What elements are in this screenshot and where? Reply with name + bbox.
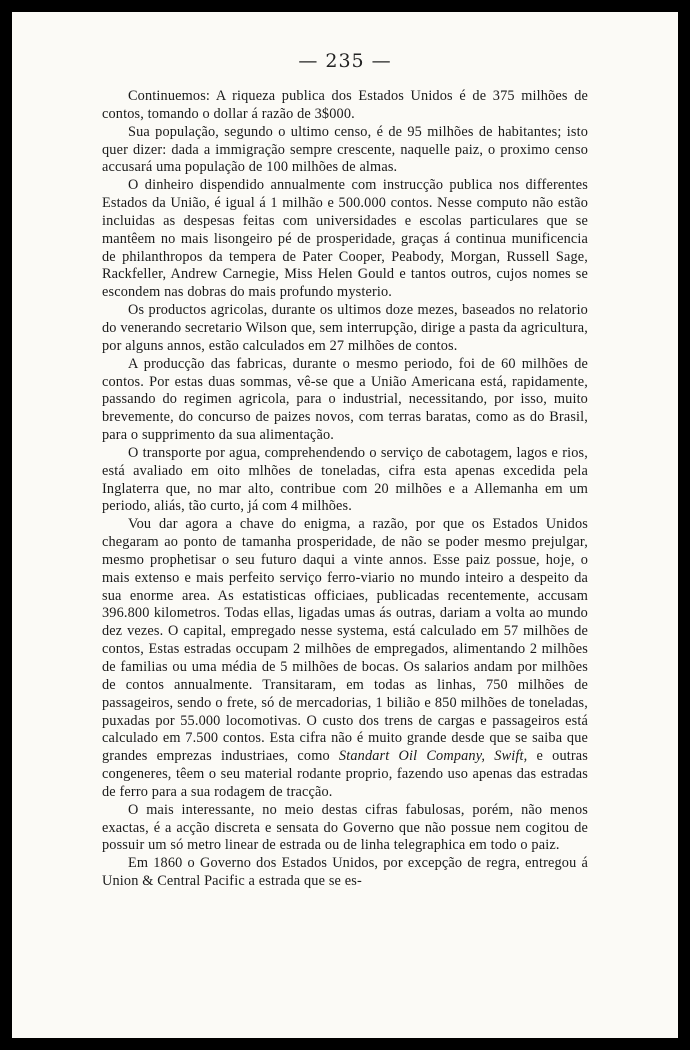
paragraph-1: Continuemos: A riqueza publica dos Estados Unidos é de 375 milhões de contos, tomando o dollar á razão de 3$000. bbox=[102, 88, 588, 122]
paragraph-5: A producção das fabricas, durante o mesmo periodo, foi de 60 milhões de contos. Por estas duas sommas, vê-se que a União Americana está, rapidamente, passando do regimen agricola, para o industrial, necessitando, por isso, muito brevemente, do concurso de paizes novos, com terras baratas, como as do Brasil, para o supprimento da sua alimentação. bbox=[102, 355, 588, 444]
paragraph-7-text: Vou dar agora a chave do enigma, a razão, por que os Estados Unidos chegaram ao ponto de tamanha prosperidade, de não se poder mesmo prejulgar, mesmo prophetisar o seu futuro daqui a vinte annos. Esse paiz possue, hoje, o mais extenso e mais perfeito serviço ferro-viario no mundo inteiro a despeito da sua enorme area. As estatisticas officiaes, publicadas recentemente, accusam 396.800 kilometros. Todas ellas, ligadas umas ás outras, dariam a volta ao mundo dez vezes. O capital, empregado nesse systema, está calculado em 57 milhões de contos, Estas estradas occupam 2 milhões de empregados, alimentando 2 milhões de familias ou uma média de 5 milhões de bocas. Os salarios andam por milhões de contos annualmente. Transitaram, em todas as linhas, 750 milhões de passageiros, sendo o frete, só de mercadorias, 1 bilião e 850 milhões de toneladas, puxadas por 55.000 locomotivas. O custo dos trens de cargas e passageiros está calculado em 7.500 contos. Esta cifra não é muito grande desde que se saiba que grandes emprezas industriaes, como bbox=[102, 516, 588, 765]
page-number: — 235 — bbox=[298, 50, 392, 72]
paragraph-8: O mais interessante, no meio destas cifras fabulosas, porém, não menos exactas, é a acção discreta e sensata do Governo que não possue nem cogitou de possuir um só metro linear de estrada ou de linha telegraphica em todo o paiz. bbox=[102, 801, 588, 854]
company-names: Standart Oil Company, Swift, bbox=[338, 748, 528, 765]
paragraph-9: Em 1860 o Governo dos Estados Unidos, por excepção de regra, entregou á Union & Central Pacific a estrada que se es- bbox=[102, 855, 588, 890]
document-page bbox=[12, 12, 678, 1038]
paragraph-7-tail: e outras congeneres, têem o seu material rodante proprio, fazendo uso apenas das estradas de ferro para a sua rodagem de tracção. bbox=[102, 748, 588, 800]
paragraph-3: O dinheiro dispendido annualmente com instrucção publica nos differentes Estados da União, é igual á 1 milhão e 500.000 contos. Nesse computo não estão incluidas as despesas feitas com universidades e escolas particulares que se mantêem no mais lisongeiro pé de prosperidade, graças á continua munificencia de philanthropos da tempera de Pater Cooper, Peabody, Morgan, Russell Sage, Rackfeller, Andrew Carnegie, Miss Helen Gould e tantos outros, cujos nomes se escondem nas dobras do mais profundo mysterio. bbox=[102, 177, 588, 301]
paragraph-6: O transporte por agua, comprehendendo o serviço de cabotagem, lagos e rios, está avaliado em oito mlhões de toneladas, cifra esta apenas excedida pela Inglaterra que, no mar alto, contribue com 20 milhões e a Allemanha em um periodo, aliás, tão curto, já com 4 milhões. bbox=[102, 444, 588, 515]
paragraph-4: Os productos agricolas, durante os ultimos doze mezes, baseados no relatorio do venerando secretario Wilson que, sem interrupção, dirige a pasta da agricultura, por alguns annos, estão calculados em 27 milhões de contos. bbox=[102, 302, 588, 354]
paragraph-7 bbox=[102, 516, 588, 802]
paragraph-2: Sua população, segundo o ultimo censo, é de 95 milhões de habitantes; isto quer dizer: dada a immigração sempre crescente, naquelle paiz, o proximo censo accusará uma população de 100 milhões de almas. bbox=[102, 123, 588, 176]
body-text bbox=[102, 88, 588, 891]
